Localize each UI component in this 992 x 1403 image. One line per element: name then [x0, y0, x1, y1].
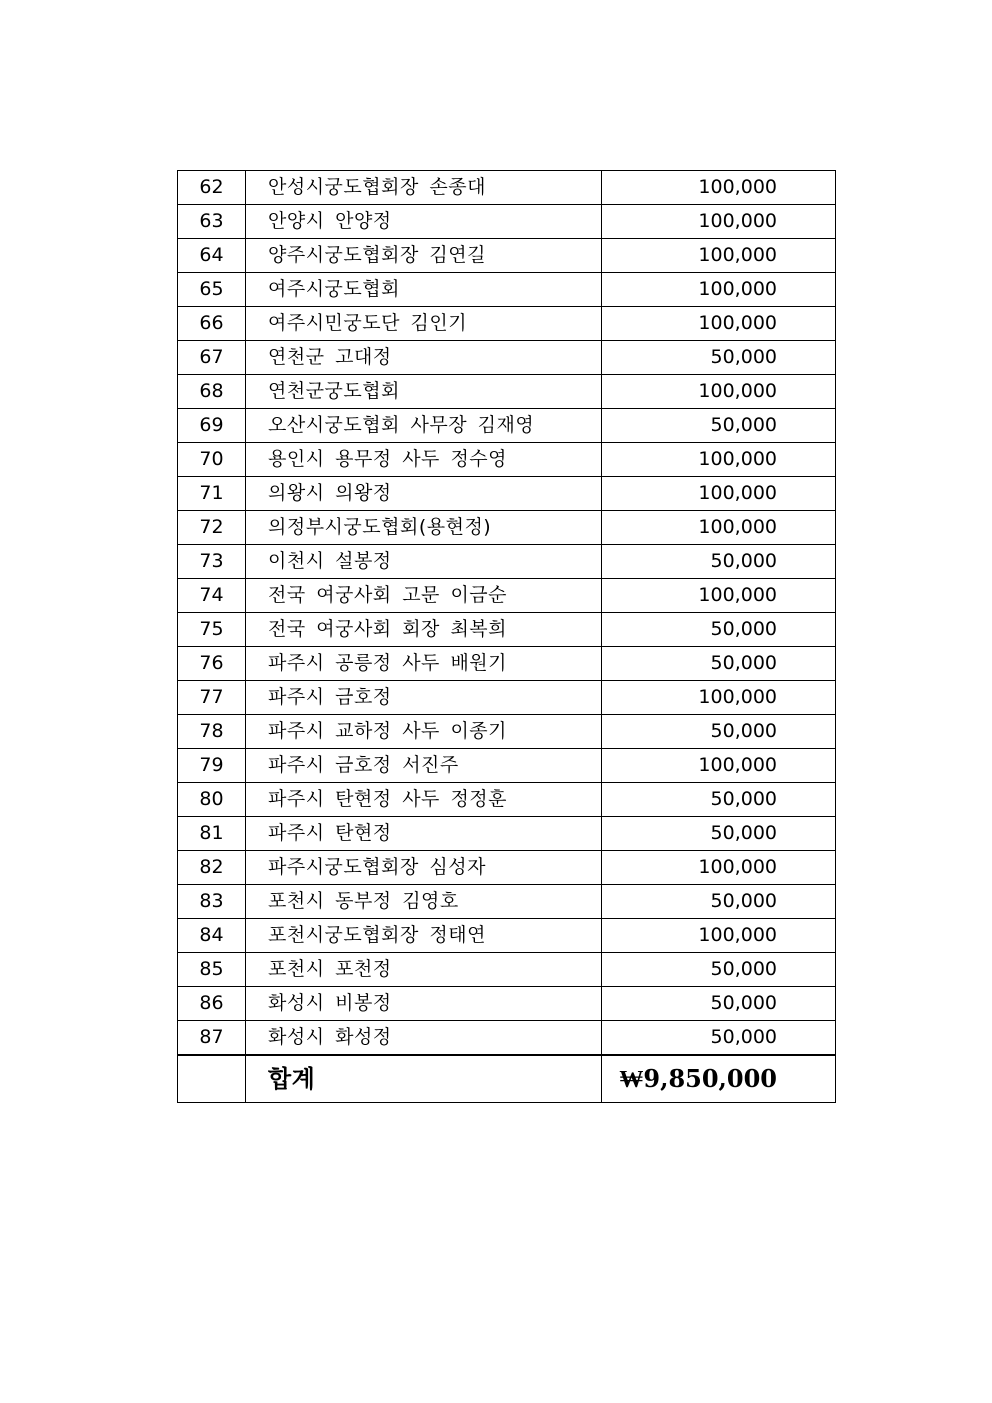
donor-name: 파주시 탄현정 [246, 817, 602, 851]
donor-name: 파주시 탄현정 사두 정정훈 [246, 783, 602, 817]
row-number: 85 [178, 953, 246, 987]
donor-name: 의정부시궁도협회(용현정) [246, 511, 602, 545]
table-row [178, 205, 836, 239]
donor-name: 안양시 안양정 [246, 205, 602, 239]
row-number: 80 [178, 783, 246, 817]
row-number: 73 [178, 545, 246, 579]
donor-name: 연천군궁도협회 [246, 375, 602, 409]
row-number: 78 [178, 715, 246, 749]
donor-name: 포천시 포천정 [246, 953, 602, 987]
donor-name: 포천시궁도협회장 정태연 [246, 919, 602, 953]
table-row [178, 885, 836, 919]
row-number: 84 [178, 919, 246, 953]
donation-table-body [178, 171, 836, 1056]
donation-amount: 50,000 [602, 647, 836, 681]
donation-amount: 50,000 [602, 545, 836, 579]
donation-amount: 100,000 [602, 307, 836, 341]
donor-name: 용인시 용무정 사두 정수영 [246, 443, 602, 477]
donation-amount: 100,000 [602, 919, 836, 953]
donor-name: 여주시궁도협회 [246, 273, 602, 307]
donation-amount: 50,000 [602, 409, 836, 443]
table-row [178, 579, 836, 613]
row-number: 68 [178, 375, 246, 409]
table-row [178, 239, 836, 273]
donation-amount: 100,000 [602, 749, 836, 783]
row-number: 69 [178, 409, 246, 443]
donor-name: 전국 여궁사회 고문 이금순 [246, 579, 602, 613]
donation-amount: 100,000 [602, 579, 836, 613]
row-number: 63 [178, 205, 246, 239]
donation-amount: 100,000 [602, 511, 836, 545]
donor-name: 의왕시 의왕정 [246, 477, 602, 511]
donation-amount: 100,000 [602, 171, 836, 205]
total-label: 합계 [246, 1055, 602, 1103]
table-row [178, 715, 836, 749]
donor-name: 연천군 고대정 [246, 341, 602, 375]
table-row [178, 919, 836, 953]
donor-name: 이천시 설봉정 [246, 545, 602, 579]
donation-amount: 50,000 [602, 613, 836, 647]
table-row [178, 443, 836, 477]
donor-name: 화성시 비봉정 [246, 987, 602, 1021]
donor-name: 오산시궁도협회 사무장 김재영 [246, 409, 602, 443]
table-row [178, 613, 836, 647]
donation-amount: 100,000 [602, 375, 836, 409]
total-no-cell [178, 1055, 246, 1103]
table-row [178, 307, 836, 341]
donation-amount: 100,000 [602, 477, 836, 511]
row-number: 70 [178, 443, 246, 477]
donation-amount: 50,000 [602, 1021, 836, 1056]
table-row [178, 409, 836, 443]
table-row [178, 783, 836, 817]
row-number: 79 [178, 749, 246, 783]
donation-amount: 100,000 [602, 851, 836, 885]
row-number: 83 [178, 885, 246, 919]
total-section [178, 1055, 836, 1103]
table-row [178, 817, 836, 851]
row-number: 65 [178, 273, 246, 307]
donor-name: 파주시 금호정 [246, 681, 602, 715]
donor-name: 파주시궁도협회장 심성자 [246, 851, 602, 885]
donation-table [177, 170, 836, 1103]
row-number: 66 [178, 307, 246, 341]
donor-name: 파주시 공릉정 사두 배원기 [246, 647, 602, 681]
row-number: 64 [178, 239, 246, 273]
table-row [178, 851, 836, 885]
row-number: 87 [178, 1021, 246, 1056]
donation-amount: 100,000 [602, 273, 836, 307]
table-row [178, 1021, 836, 1056]
donor-name: 여주시민궁도단 김인기 [246, 307, 602, 341]
row-number: 62 [178, 171, 246, 205]
donor-name: 포천시 동부정 김영호 [246, 885, 602, 919]
donation-amount: 50,000 [602, 953, 836, 987]
row-number: 75 [178, 613, 246, 647]
donation-amount: 50,000 [602, 987, 836, 1021]
donation-amount: 100,000 [602, 239, 836, 273]
row-number: 67 [178, 341, 246, 375]
donor-name: 안성시궁도협회장 손종대 [246, 171, 602, 205]
donor-name: 화성시 화성정 [246, 1021, 602, 1056]
row-number: 81 [178, 817, 246, 851]
donor-name: 양주시궁도협회장 김연길 [246, 239, 602, 273]
table-row [178, 749, 836, 783]
row-number: 76 [178, 647, 246, 681]
row-number: 74 [178, 579, 246, 613]
row-number: 71 [178, 477, 246, 511]
donation-sheet [177, 170, 835, 1103]
table-row [178, 477, 836, 511]
donation-amount: 100,000 [602, 681, 836, 715]
row-number: 72 [178, 511, 246, 545]
donor-name: 파주시 금호정 서진주 [246, 749, 602, 783]
donor-name: 파주시 교하정 사두 이종기 [246, 715, 602, 749]
donation-amount: 50,000 [602, 341, 836, 375]
total-amount: ₩9,850,000 [602, 1055, 836, 1103]
donation-amount: 100,000 [602, 205, 836, 239]
row-number: 86 [178, 987, 246, 1021]
donation-amount: 50,000 [602, 817, 836, 851]
table-row [178, 375, 836, 409]
table-row [178, 681, 836, 715]
table-row [178, 987, 836, 1021]
table-row [178, 171, 836, 205]
donation-amount: 50,000 [602, 715, 836, 749]
donor-name: 전국 여궁사회 회장 최복희 [246, 613, 602, 647]
table-row [178, 341, 836, 375]
table-row [178, 647, 836, 681]
table-row [178, 953, 836, 987]
row-number: 82 [178, 851, 246, 885]
table-row [178, 545, 836, 579]
donation-amount: 50,000 [602, 783, 836, 817]
row-number: 77 [178, 681, 246, 715]
donation-amount: 100,000 [602, 443, 836, 477]
table-row [178, 511, 836, 545]
donation-amount: 50,000 [602, 885, 836, 919]
table-row [178, 273, 836, 307]
total-row [178, 1055, 836, 1103]
